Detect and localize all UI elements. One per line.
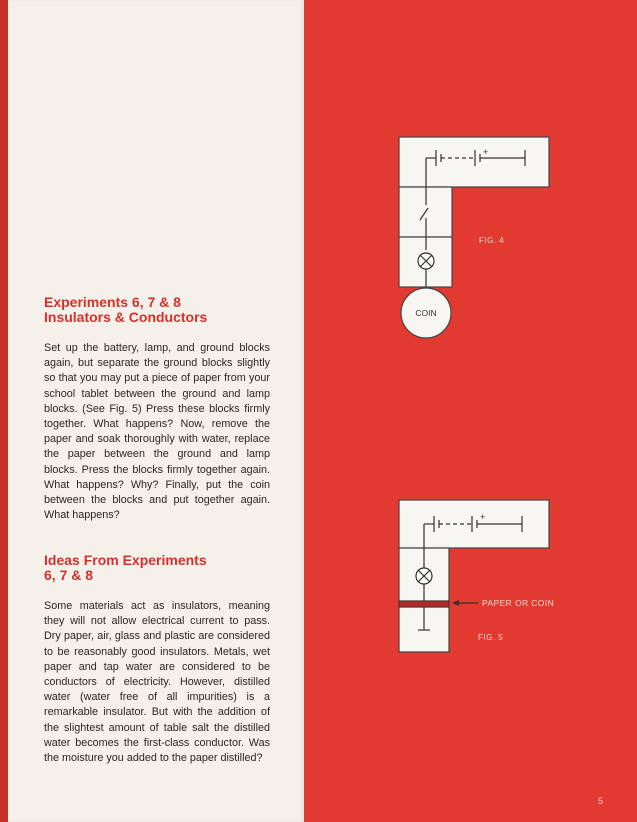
figure-4-label: FIG. 4 xyxy=(479,236,505,245)
paper-or-coin-label: PAPER OR COIN xyxy=(482,598,555,608)
plus-sign: + xyxy=(480,512,486,522)
coin-label: COIN xyxy=(415,308,437,318)
battery-block xyxy=(399,500,549,548)
arrow-icon xyxy=(452,600,459,606)
page-number: 5 xyxy=(598,796,604,806)
figure-5-label: FIG. 5 xyxy=(478,633,504,642)
heading-line-2: Insulators & Conductors xyxy=(44,309,208,325)
ideas-paragraph: Some materials act as insulators, meaning they will not allow electrical current to pass. Dry paper, air, glass and plastic are considered to be reasonably good insulators. Metals, wet paper and tap water are considered to be conductors of electricity. However, distilled water (water free of all impurities) is a remarkable insulator. But with the addition of the slightest amount of table salt the distilled water becomes the first-class conductor. Was the moisture you added to the paper distilled? xyxy=(44,600,270,765)
experiments-paragraph: Set up the battery, lamp, and ground blocks again, but separate the ground blocks slightly so that you may put a piece of paper from your school tablet between the ground and lamp blocks. (See Fig. 5) Press these blocks firmly together. What happens? Now, remove the paper and soak thoroughly with water, replace the paper between the ground and lamp blocks. Press the blocks firmly together again. What happens? Why? Finally, put the coin between the blocks and put together again. What happens? xyxy=(44,342,270,522)
plus-sign: + xyxy=(483,147,489,157)
heading-line-1: Ideas From Experiments xyxy=(44,552,207,568)
paper-separator xyxy=(399,601,449,607)
heading-line-1: Experiments 6, 7 & 8 xyxy=(44,294,181,310)
battery-block xyxy=(399,137,549,187)
heading-line-2: 6, 7 & 8 xyxy=(44,567,94,583)
